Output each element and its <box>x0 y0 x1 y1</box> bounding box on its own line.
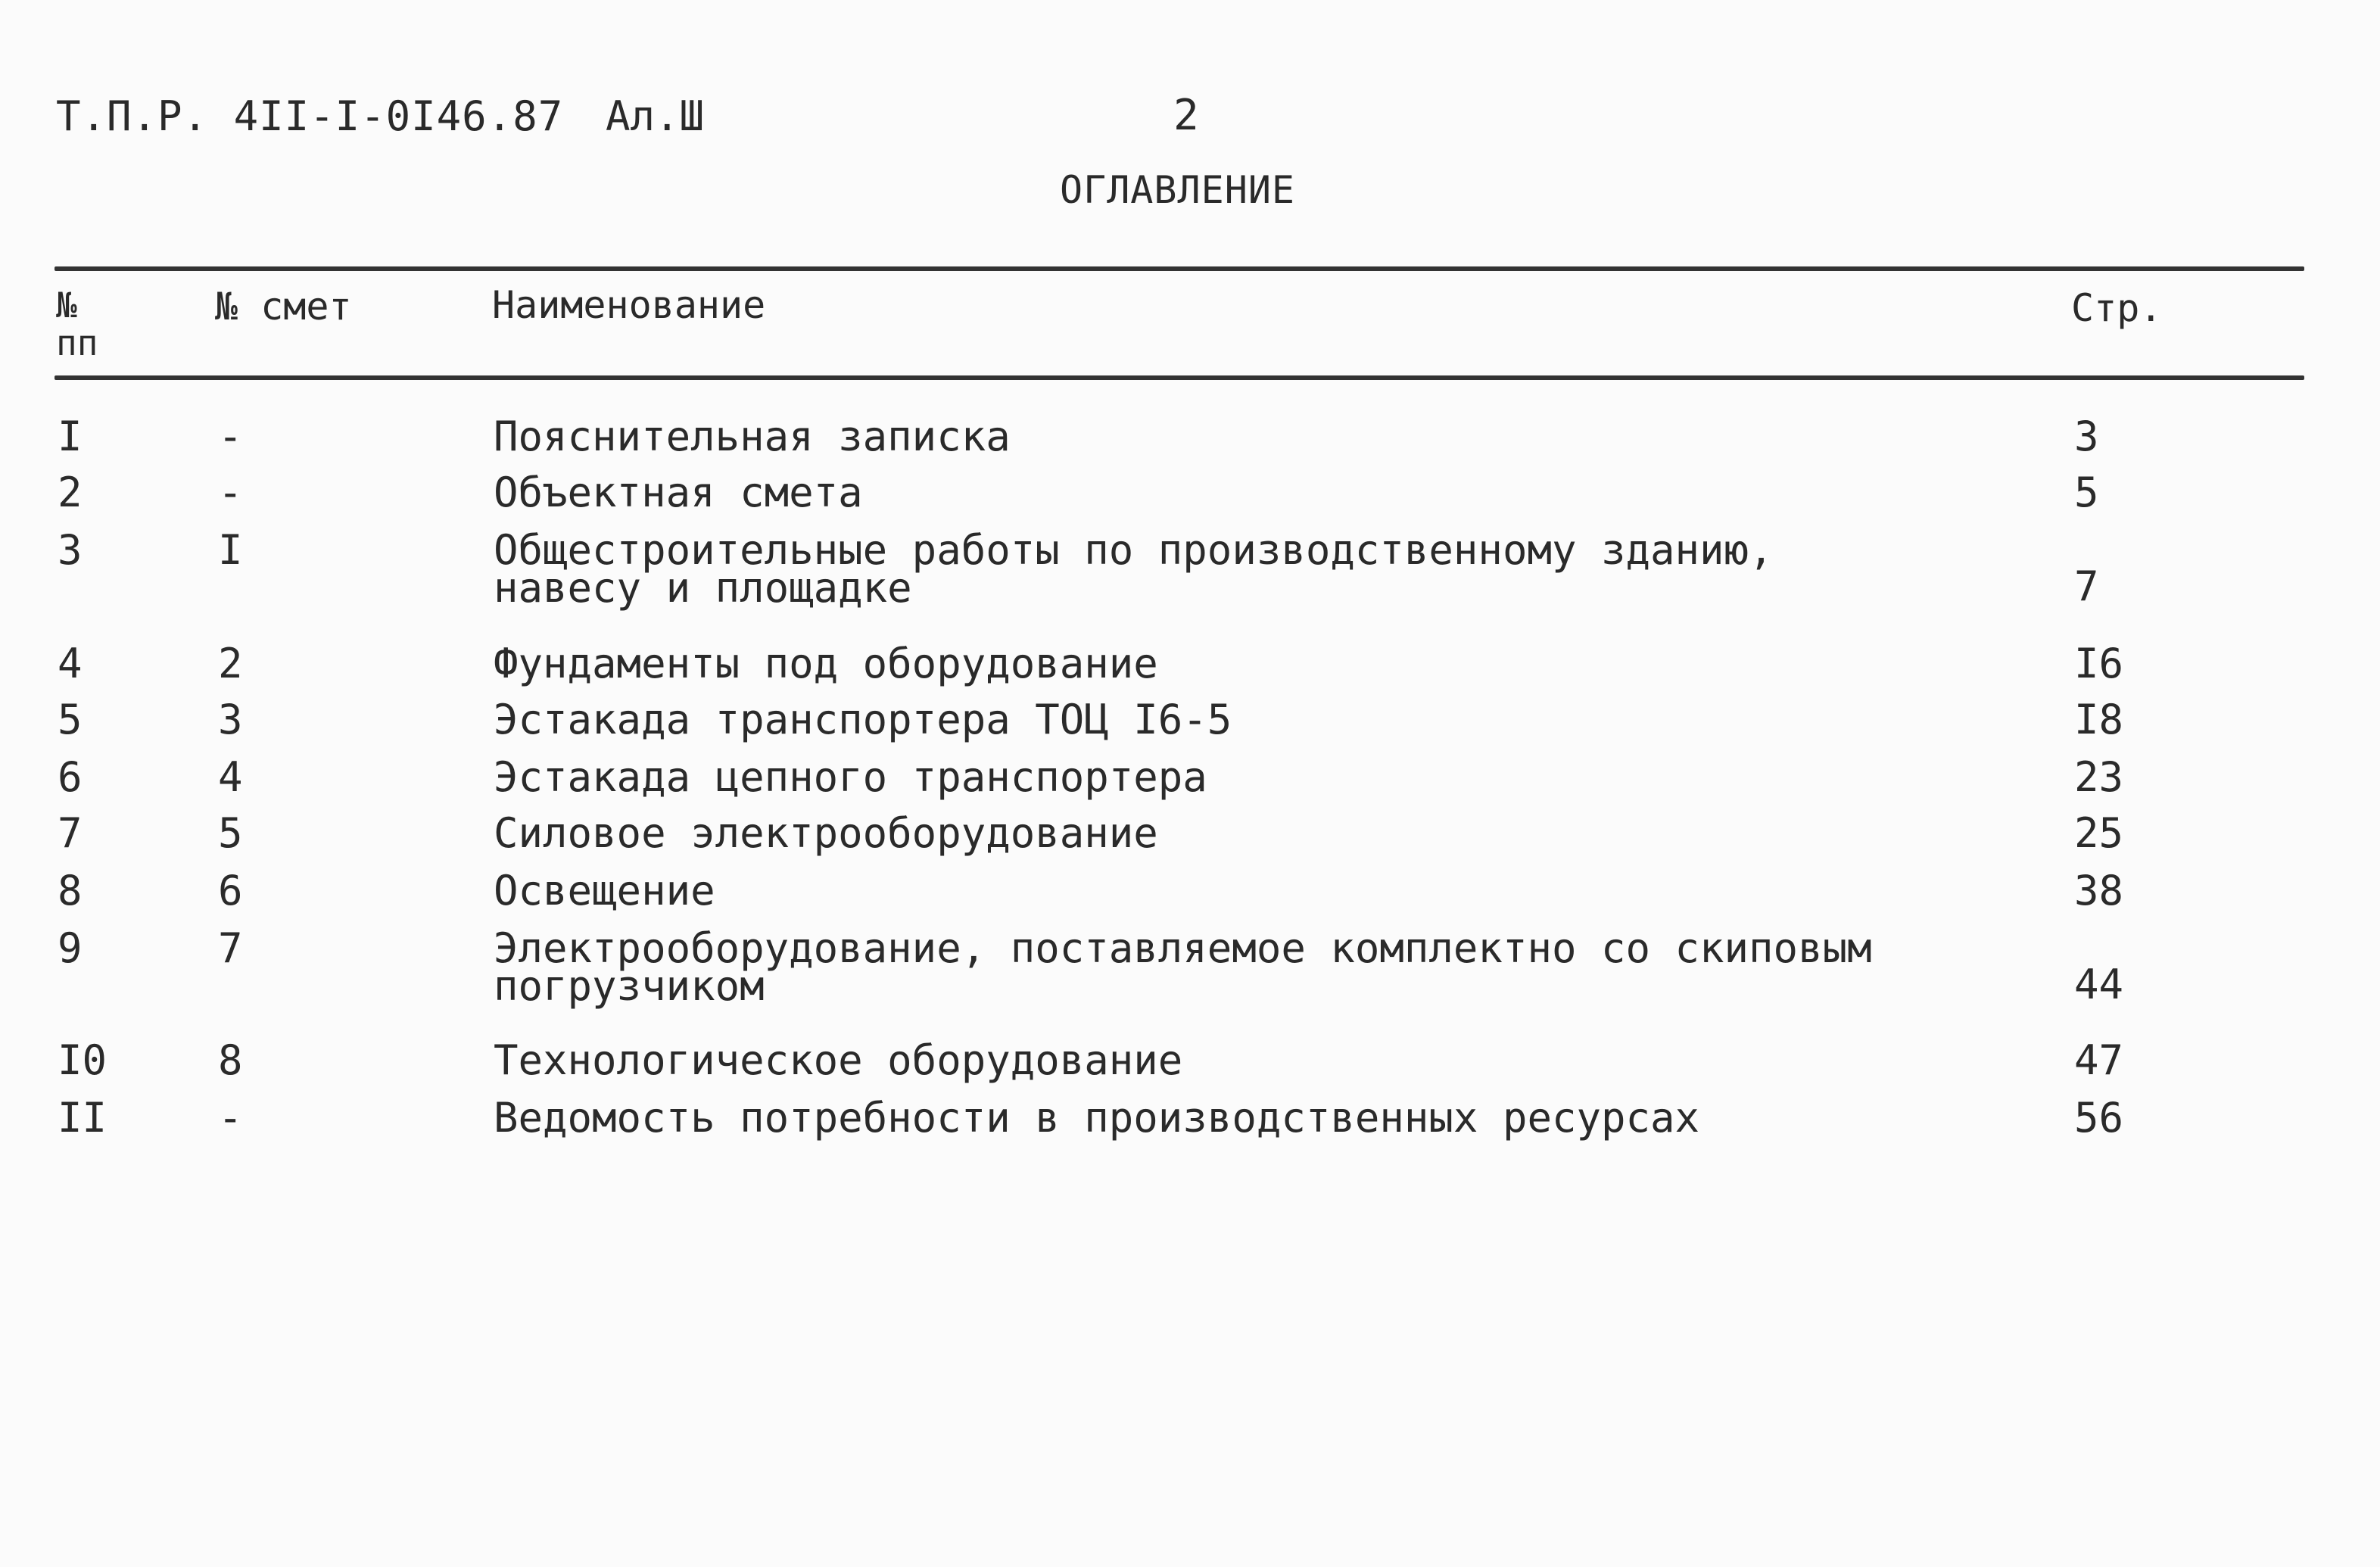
row-name: Объектная смета <box>494 469 863 516</box>
row-page: 5 <box>2074 469 2099 516</box>
row-page: 25 <box>2074 809 2124 857</box>
row-page: 56 <box>2074 1094 2124 1142</box>
row-estimate: - <box>218 413 243 460</box>
page-title: ОГЛАВЛЕНИЕ <box>1060 168 1296 212</box>
row-page: 47 <box>2074 1036 2124 1084</box>
column-header-page: Стр. <box>2071 286 2163 330</box>
row-num: I <box>58 413 83 460</box>
row-estimate: 4 <box>218 753 243 801</box>
row-num: 5 <box>58 696 83 743</box>
row-page: I8 <box>2074 696 2124 743</box>
row-estimate: 2 <box>218 640 243 687</box>
row-num: 3 <box>58 526 83 574</box>
row-page: 3 <box>2074 413 2099 460</box>
row-num: 2 <box>58 469 83 516</box>
row-page: I6 <box>2074 640 2124 687</box>
row-page: 7 <box>2074 562 2099 610</box>
row-name: Силовое электрооборудование <box>494 809 1158 857</box>
row-num: II <box>58 1094 107 1142</box>
row-num: 6 <box>58 753 83 801</box>
row-estimate: 5 <box>218 809 243 857</box>
row-estimate: 7 <box>218 924 243 972</box>
row-page: 44 <box>2074 961 2124 1008</box>
album-number: Ал.Ш <box>606 92 705 140</box>
row-page: 23 <box>2074 753 2124 801</box>
row-num: 4 <box>58 640 83 687</box>
row-estimate: 3 <box>218 696 243 743</box>
row-num: 9 <box>58 924 83 972</box>
row-name: Электрооборудование, поставляемое комплектно со скиповым погрузчиком <box>494 924 1872 1010</box>
column-header-name: Наименование <box>492 283 766 327</box>
row-name: Технологическое оборудование <box>494 1036 1183 1084</box>
row-estimate: 8 <box>218 1036 243 1084</box>
document-code: Т.П.Р. 4II-I-0I46.87 <box>56 92 564 140</box>
column-header-num: № пп <box>56 285 98 363</box>
row-estimate: - <box>218 1094 243 1142</box>
row-name: Эстакада транспортера ТОЦ I6-5 <box>494 696 1232 743</box>
row-name: Освещение <box>494 867 715 914</box>
row-num: I0 <box>58 1036 107 1084</box>
column-header-estimate: № смет <box>215 285 352 329</box>
row-name: Эстакада цепного транспортера <box>494 753 1207 801</box>
row-num: 7 <box>58 809 83 857</box>
row-estimate: 6 <box>218 867 243 914</box>
row-name: Общестроительные работы по производственному зданию, навесу и площадке <box>494 526 1774 612</box>
row-num: 8 <box>58 867 83 914</box>
row-name: Фундаменты под оборудование <box>494 640 1158 687</box>
row-name: Ведомость потребности в производственных ресурсах <box>494 1094 1700 1142</box>
row-estimate: I <box>218 526 243 574</box>
row-page: 38 <box>2074 867 2124 914</box>
page-number: 2 <box>1173 91 1199 140</box>
row-estimate: - <box>218 469 243 516</box>
row-name: Пояснительная записка <box>494 413 1011 460</box>
